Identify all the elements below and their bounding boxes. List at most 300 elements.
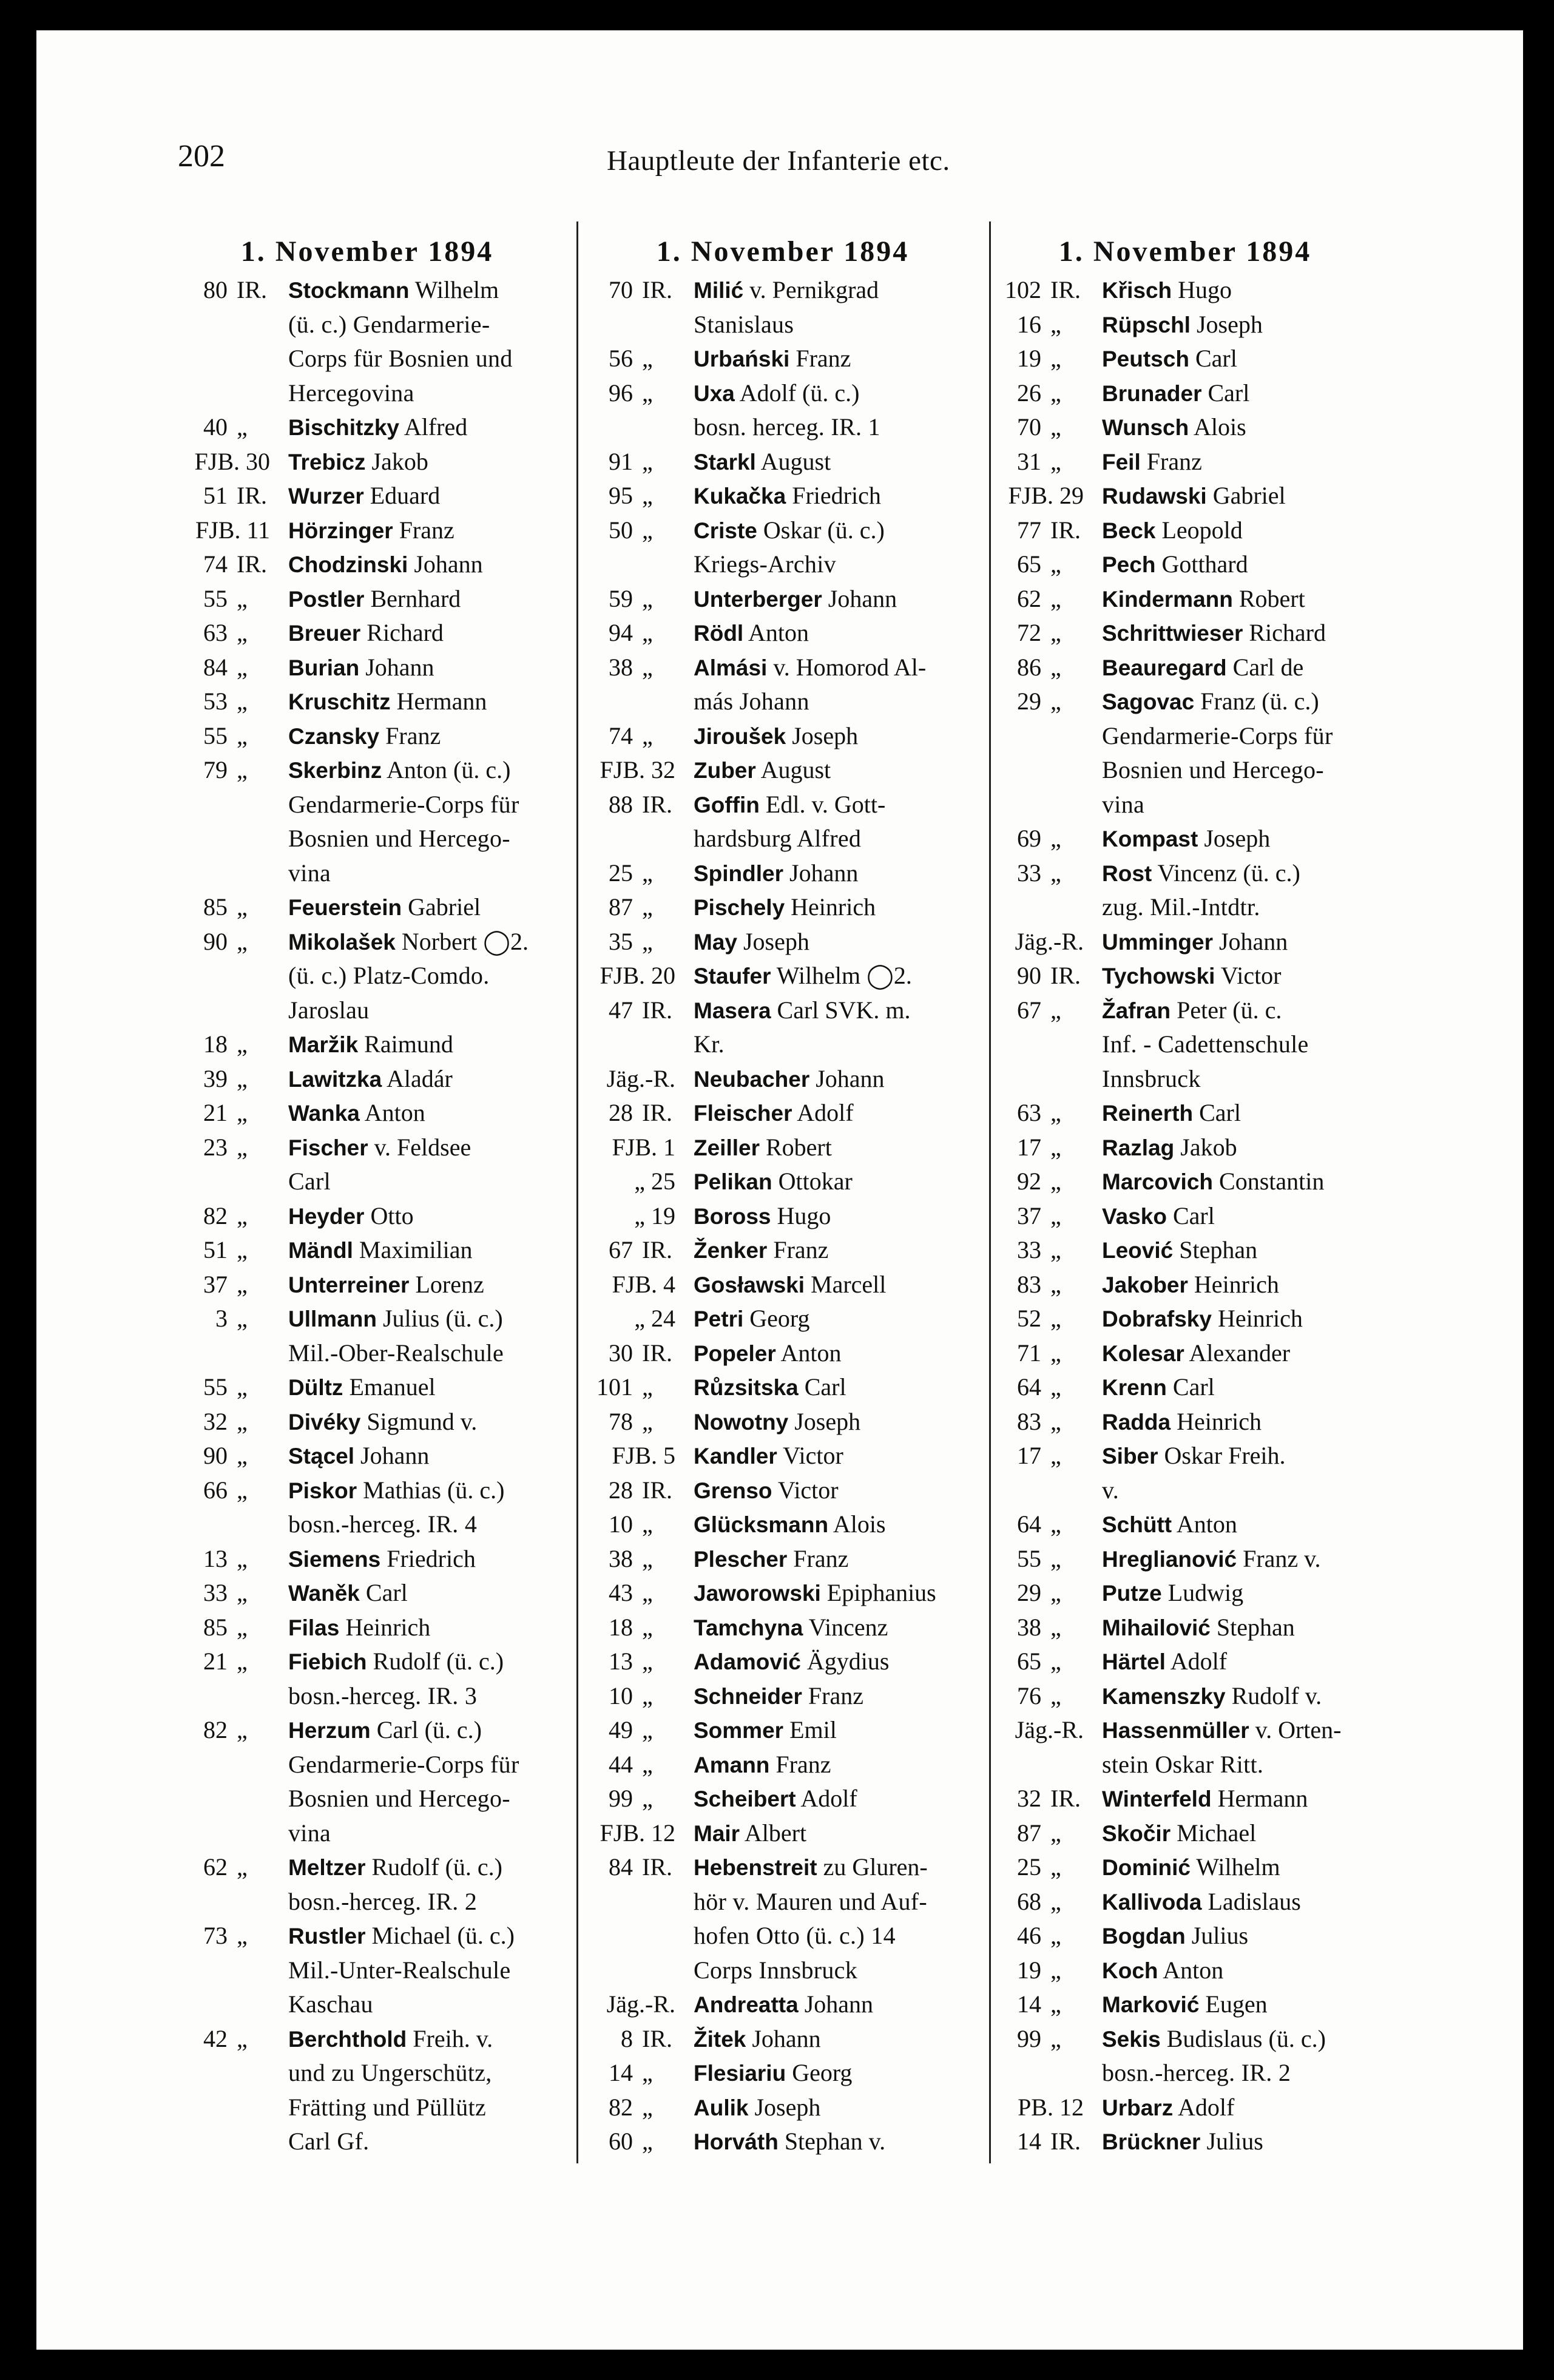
surname: Beauregard [1102,655,1227,680]
surname: Spindler [694,860,784,886]
given-name: Joseph [743,927,809,955]
regiment-number: FJB. 11 [195,516,270,544]
regiment-number: 99 [1017,2024,1041,2052]
surname: Jiroušek [694,723,786,749]
regiment-number: 90 [1017,962,1041,989]
given-name: Georg [749,1305,810,1332]
regiment-number: 59 [609,584,633,612]
roster-entry [583,1645,983,1679]
given-name: Ägydius [806,1648,890,1675]
surname: Stockmann [288,278,410,303]
regiment-number: 21 [203,1099,228,1126]
given-name: Heinrich [345,1613,431,1641]
unit-type: „ [1050,1373,1061,1401]
roster-entry [583,582,983,617]
unit-type: „ [237,1064,248,1092]
regiment-number: Jäg.-R. [606,1990,675,2018]
entry-continuation: bosn.-herceg. IR. 2 [1102,2059,1291,2086]
given-name: Alois [1194,413,1246,441]
regiment-number: 65 [1017,550,1041,578]
regiment-number: 88 [609,790,633,818]
surname: Koch [1102,1958,1158,1983]
roster-entry [164,582,570,617]
unit-type: „ [237,1544,248,1572]
given-name: Bernhard [370,584,461,612]
unit-type: „ [237,584,248,612]
roster-entry [164,1370,570,1405]
roster-entry [994,856,1376,925]
roster-entry [994,925,1376,959]
given-name: Marcell [811,1270,887,1298]
roster-entry [164,1233,570,1268]
roster-entry [583,788,983,856]
entry-continuation: vina [1102,790,1145,818]
entry-continuation: Corps für Bosnien und [288,345,513,372]
surname: Scheibert [694,1787,796,1811]
surname: Trebicz [288,449,366,475]
column-heading: 1. November 1894 [240,235,494,268]
given-name: Carl de [1232,653,1304,681]
regiment-number: 74 [203,550,228,578]
roster-entry [583,2022,983,2057]
unit-type: „ [1050,1990,1061,2018]
surname: Dobrafsky [1102,1307,1212,1331]
entry-continuation: Mil.-Unter-Realschule [288,1956,511,1984]
surname: Rustler [288,1924,366,1949]
roster-entry [994,651,1376,685]
given-name: Friedrich [387,1544,476,1572]
surname: Brunader [1102,380,1202,406]
roster-entry [583,479,983,513]
regiment-number: Jäg.-R. [1015,1716,1084,1743]
roster-entry [583,890,983,925]
unit-type: „ [1050,550,1061,578]
regiment-number: 28 [609,1476,633,1504]
unit-type: „ [237,893,248,921]
roster-entry [994,1233,1376,1268]
unit-type: „ [642,859,653,887]
surname: Chodzinski [288,552,408,577]
regiment-number: 68 [1017,1887,1041,1915]
regiment-number: 99 [609,1785,633,1812]
regiment-number: 96 [609,379,633,407]
surname: Unterberger [694,586,822,612]
unit-type: „ [1050,1853,1061,1881]
surname: Dominić [1102,1855,1191,1880]
regiment-number: „ 25 [634,1168,675,1195]
unit-type: „ [642,1510,653,1538]
regiment-number: 52 [1017,1305,1041,1332]
unit-type: „ [1050,619,1061,646]
regiment-number: 50 [609,516,633,544]
surname: Siemens [288,1546,381,1572]
unit-type: „ [237,722,248,749]
roster-entry [583,1439,983,1473]
unit-type: IR. [642,1339,672,1367]
unit-type: „ [1050,379,1061,407]
unit-type: „ [237,413,248,441]
given-name: Lorenz [415,1270,484,1298]
regiment-number: 90 [203,927,228,955]
given-name: Franz [808,1682,863,1709]
unit-type: „ [642,2059,653,2086]
regiment-number: 51 [203,482,228,509]
roster-entry [583,2091,983,2125]
regiment-number: 64 [1017,1373,1041,1401]
given-name: v. Homorod Al- [773,653,927,681]
given-name: Rudolf (ü. c.) [371,1853,502,1881]
unit-type: „ [642,1785,653,1812]
unit-type: „ [642,1407,653,1435]
unit-type: „ [1050,1579,1061,1606]
entry-continuation: vina [288,1819,331,1847]
given-name: Wilhelm [1196,1853,1280,1881]
surname: Lawitzka [288,1066,382,1092]
regiment-number: 37 [1017,1202,1041,1229]
unit-type: „ [1050,1202,1061,1229]
given-name: Otto [370,1202,414,1229]
surname: Waněk [288,1581,360,1606]
entry-continuation: Bosnien und Hercego- [288,1785,510,1812]
surname: Breuer [288,621,361,646]
roster-entry [164,1268,570,1302]
entry-continuation: Bosnien und Hercego- [1102,756,1324,783]
roster-entry [583,1507,983,1542]
unit-type: „ [1050,447,1061,475]
regiment-number: 25 [1017,1853,1041,1881]
unit-type: „ [237,688,248,715]
regiment-number: 17 [1017,1133,1041,1161]
surname: Unterreiner [288,1272,410,1297]
entry-continuation: Mil.-Ober-Realschule [288,1339,504,1367]
roster-entry [164,1542,570,1577]
roster-entry [583,1713,983,1748]
unit-type: „ [1050,1407,1061,1435]
unit-type: „ [237,1270,248,1298]
regiment-number: 79 [203,756,228,783]
roster-entry [994,1782,1376,1816]
surname: Petri [694,1307,744,1331]
surname: Rödl [694,621,744,646]
entry-continuation: bosn.-herceg. IR. 2 [288,1887,478,1915]
regiment-number: 90 [203,1442,228,1469]
given-name: Wilhelm ◯2. [776,962,912,989]
given-name: Heinrich [791,893,876,921]
regiment-number: 25 [609,859,633,887]
unit-type: „ [237,2024,248,2052]
given-name: Mathias (ü. c.) [363,1476,505,1504]
unit-type: „ [1050,1339,1061,1367]
surname: Hassenmüller [1102,1718,1249,1743]
roster-entry [583,753,983,788]
given-name: Ottokar [778,1168,853,1195]
entry-continuation: Carl Gf. [288,2128,370,2155]
given-name: Victor [1220,962,1282,989]
regiment-number: 14 [1017,2128,1041,2155]
surname: Boross [694,1203,771,1229]
column-2 [583,231,983,2159]
surname: Kandler [694,1444,777,1469]
given-name: Ludwig [1167,1579,1244,1606]
regiment-number: 14 [1017,1990,1041,2018]
unit-type: IR. [642,1236,672,1263]
given-name: Anton [748,619,809,646]
regiment-number: 16 [1017,310,1041,338]
entry-continuation: (ü. c.) Platz-Comdo. [288,962,490,989]
unit-type: „ [1050,1956,1061,1984]
regiment-number: 76 [1017,1682,1041,1709]
unit-type: „ [1050,1922,1061,1949]
entry-continuation: stein Oskar Ritt. [1102,1750,1264,1778]
given-name: Heinrich [1217,1305,1303,1332]
regiment-number: 95 [609,482,633,509]
roster-entry [583,273,983,342]
unit-type: „ [1050,1270,1061,1298]
unit-type: „ [1050,1168,1061,1195]
surname: Beck [1102,518,1156,543]
given-name: Oskar (ü. c.) [763,516,885,544]
surname: Krenn [1102,1375,1167,1400]
roster-entry [994,1439,1376,1507]
surname: Skočir [1102,1820,1171,1846]
regiment-number: 32 [203,1407,228,1435]
unit-type: IR. [1050,962,1081,989]
roster-entry [994,1165,1376,1199]
unit-type: „ [237,1442,248,1469]
roster-entry [164,1096,570,1131]
unit-type: „ [1050,345,1061,372]
surname: Wurzer [288,484,364,509]
entry-continuation: bosn.-herceg. IR. 3 [288,1682,478,1709]
roster-entry [164,2022,570,2159]
given-name: Johann [828,584,897,612]
unit-type: „ [1050,1648,1061,1675]
roster-entry [994,1611,1376,1645]
page-number: 202 [178,139,225,174]
roster-entry [583,856,983,891]
regiment-number: 83 [1017,1270,1041,1298]
regiment-number: 69 [1017,825,1041,852]
surname: Zeiller [694,1135,760,1160]
surname: Mihailović [1102,1615,1211,1640]
unit-type: IR. [237,482,267,509]
surname: Jaworowski [694,1581,821,1606]
regiment-number: 33 [1017,859,1041,887]
roster-entry [164,445,570,479]
surname: Rüpschl [1102,312,1191,337]
column-rule-left [576,221,578,2163]
given-name: Adolf [1178,2093,1235,2121]
roster-entry [583,1062,983,1097]
regiment-number: 3 [215,1305,228,1332]
given-name: Hermann [396,688,487,715]
given-name: Peter (ü. c. [1177,996,1282,1024]
surname: Hebenstreit [694,1855,817,1880]
regiment-number: PB. 12 [1018,2093,1084,2121]
roster-entry [994,308,1376,342]
unit-type: „ [1050,413,1061,441]
regiment-number: 82 [203,1716,228,1743]
entry-continuation: hardsburg Alfred [694,825,862,852]
roster-entry [994,1542,1376,1577]
surname: Peutsch [1102,347,1189,371]
given-name: Anton [780,1339,842,1367]
entry-continuation: más Johann [694,688,809,715]
regiment-number: 63 [1017,1099,1041,1126]
surname: Fleischer [694,1101,792,1126]
surname: Fiebich [288,1649,367,1674]
unit-type: „ [1050,2024,1061,2052]
surname: Kruschitz [288,689,391,714]
entry-continuation: Gendarmerie-Corps für [288,1750,519,1778]
given-name: Carl [1172,1373,1215,1401]
regiment-number: 55 [203,584,228,612]
surname: Heyder [288,1203,365,1229]
given-name: v. Feldsee [374,1133,471,1161]
surname: Sagovac [1102,689,1195,714]
roster-entry [994,376,1376,411]
unit-type: IR. [642,1476,672,1504]
entry-continuation: Stanislaus [694,310,794,338]
entry-continuation: Carl [288,1168,331,1195]
regiment-number: 55 [1017,1544,1041,1572]
roster-entry [994,1645,1376,1679]
given-name: Maximilian [359,1236,473,1263]
regiment-number: 56 [609,345,633,372]
regiment-number: 72 [1017,619,1041,646]
unit-type: „ [642,1682,653,1709]
unit-type: „ [642,345,653,372]
surname: Rudawski [1102,484,1207,509]
regiment-number: Jäg.-R. [606,1064,675,1092]
given-name: Joseph [794,1407,861,1435]
regiment-number: 26 [1017,379,1041,407]
roster-entry [164,479,570,513]
given-name: Adolf [1170,1648,1228,1675]
unit-type: IR. [642,1099,672,1126]
roster-entry [583,1268,983,1302]
surname: Glücksmann [694,1512,829,1537]
unit-type: „ [1050,310,1061,338]
roster-entry [994,582,1376,617]
given-name: Johann [752,2024,821,2052]
surname: Kukačka [694,484,786,509]
regiment-number: 51 [203,1236,228,1263]
unit-type: „ [642,1544,653,1572]
surname: Hörzinger [288,518,393,543]
regiment-number: 13 [203,1544,228,1572]
surname: Neubacher [694,1066,810,1092]
surname: Urbarz [1102,2095,1174,2120]
given-name: Rudolf (ü. c.) [373,1648,504,1675]
surname: Horváth [694,2129,779,2154]
regiment-number: 10 [609,1510,633,1538]
roster-entry [583,2056,983,2091]
unit-type: „ [237,927,248,955]
surname: Piskor [288,1478,357,1503]
given-name: Hugo [777,1202,831,1229]
unit-type: „ [237,756,248,783]
regiment-number: 87 [1017,1819,1041,1847]
given-name: Carl (ü. c.) [376,1716,482,1743]
surname: Plescher [694,1546,788,1572]
roster-entry [164,1713,570,1850]
unit-type: „ [237,1476,248,1504]
surname: Razlag [1102,1135,1175,1160]
running-head: Hauptleute der Infanterie etc. [607,145,950,177]
regiment-number: 102 [1005,276,1041,303]
given-name: Constantin [1219,1168,1325,1195]
unit-type: IR. [237,276,267,303]
surname: Gosławski [694,1272,805,1297]
roster-entry [994,685,1376,822]
roster-entry [583,1336,983,1371]
surname: Goffin [694,792,760,817]
regiment-number: 62 [203,1853,228,1881]
given-name: v. Pernikgrad [749,276,879,303]
unit-type: IR. [1050,1785,1081,1812]
regiment-number: 83 [1017,1407,1041,1435]
surname: Grenso [694,1478,772,1503]
given-name: Georg [792,2059,853,2086]
surname: Marković [1102,1992,1200,2017]
given-name: Richard [1249,619,1326,646]
regiment-number: 42 [203,2024,228,2052]
roster-entry [583,1473,983,1508]
given-name: Julius [1206,2128,1263,2155]
surname: Milić [694,278,744,303]
regiment-number: „ 19 [634,1202,675,1229]
roster-entry [164,1576,570,1611]
roster-entry [164,1473,570,1542]
given-name: Franz [773,1236,829,1263]
regiment-number: 64 [1017,1510,1041,1538]
surname: Leović [1102,1238,1174,1263]
roster-entry [583,1611,983,1645]
surname: Winterfeld [1102,1787,1212,1811]
unit-type: „ [237,1613,248,1641]
roster-entry [583,1850,983,1987]
roster-entry [164,1439,570,1473]
unit-type: „ [642,447,653,475]
regiment-number: FJB. 29 [1008,482,1084,509]
regiment-number: 19 [1017,1956,1041,1984]
regiment-number: 17 [1017,1442,1041,1469]
regiment-number: FJB. 20 [600,962,675,989]
regiment-number: 85 [203,1613,228,1641]
given-name: Adolf [800,1785,857,1812]
given-name: Vincenz (ü. c.) [1157,859,1300,887]
unit-type: „ [1050,1544,1061,1572]
unit-type: „ [642,893,653,921]
roster-entry [164,925,570,1028]
entry-continuation: Kriegs-Archiv [694,550,836,578]
given-name: Hugo [1178,276,1232,303]
regiment-number: 60 [609,2128,633,2155]
roster-entry [164,1302,570,1370]
entry-list [994,273,1376,2159]
roster-entry [164,1027,570,1062]
given-name: Gabriel [1212,482,1286,509]
unit-type: „ [1050,1510,1061,1538]
entry-list [583,273,983,2159]
roster-entry [583,2125,983,2159]
given-name: Johann [804,1990,874,2018]
roster-entry [994,993,1376,1097]
regiment-number: 65 [1017,1648,1041,1675]
roster-entry [994,1885,1376,1919]
regiment-number: 10 [609,1682,633,1709]
